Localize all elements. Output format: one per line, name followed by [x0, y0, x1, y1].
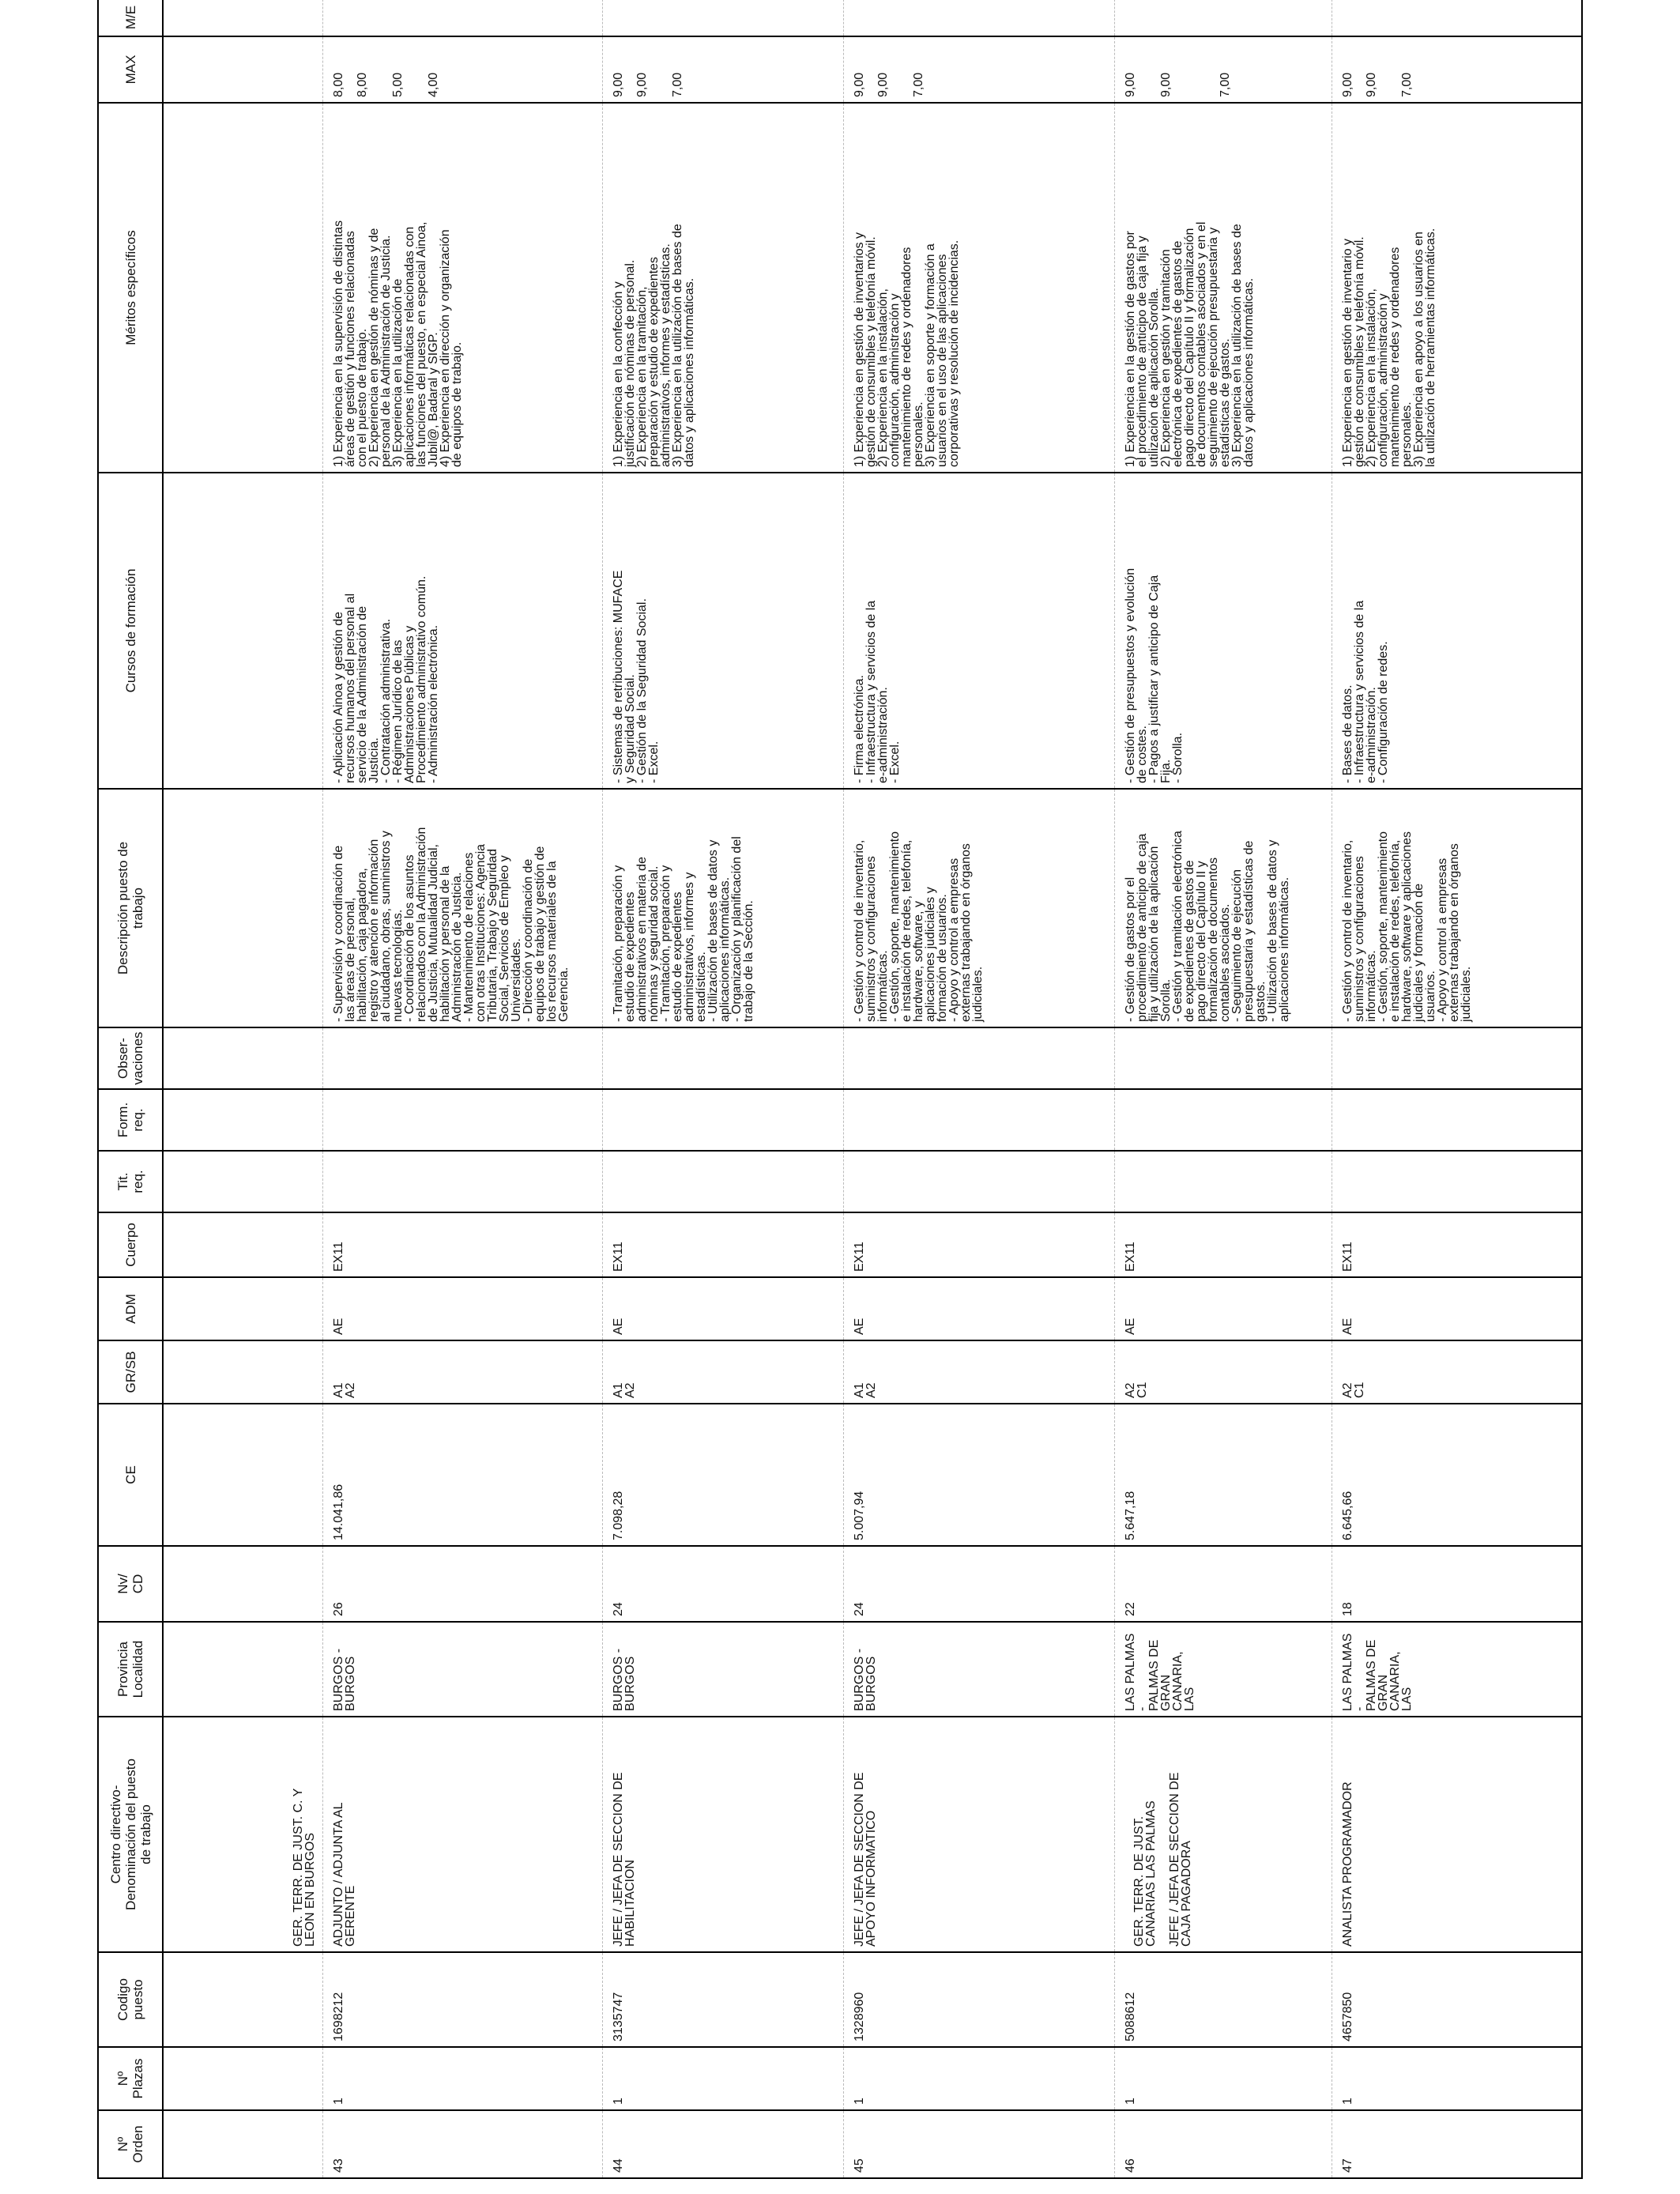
cell-max: 8,00 8,00 5,00 4,00	[322, 36, 602, 103]
cell-centro: JEFE / JEFA DE SECCION DE HABILITACION	[602, 1717, 844, 1952]
cell-titulacion	[602, 1151, 844, 1212]
cell-descripcion: - Gestión de gastos por el procedimiento de anticipo de caja fija y utilización de la aplicación Sorolla. - Gestión y tramitación electrónica de expedientes de gastos de pago directo del Capítulo II y formalización de documentos contables asociados. - Seguimiento de ejecución presupuestaria y estadísticas de gastos. - Utilización de bases de datos y aplicaciones informáticas.	[1114, 789, 1332, 1027]
cell-centro: JEFE / JEFA DE SECCION DE APOYO INFORMATICO	[844, 1717, 1114, 1952]
table-row	[1332, 0, 1582, 2178]
cell-adm: AE	[602, 1277, 844, 1340]
cell-ce: 14.041,86	[322, 1404, 602, 1546]
cell-ce: 5.647,18	[1114, 1404, 1332, 1546]
cell-descripcion: - Tramitación, preparación y estudio de expedientes administrativos en materia de nóminas y seguridad social. - Tramitación, preparación y estudio de expedientes administrativos, informes y estadísticas. - Utilización de bases de datos y aplicaciones informáticas. - Organización y planificación del trabajo de la Sección.	[602, 789, 844, 1027]
cell-codigo: 1698212	[322, 1952, 602, 2047]
cell-observaciones	[322, 1027, 602, 1089]
cell-plazas: 1	[844, 2047, 1114, 2110]
header-provincia: Provincia Localidad	[98, 1622, 163, 1717]
header-orden: Nº Orden	[98, 2110, 163, 2178]
header-me: M/E	[98, 0, 163, 36]
header-titulacion: Tit. req.	[98, 1151, 163, 1212]
cell-descripcion: - Supervisión y coordinación de las áreas de personal, habilitación, caja pagadora, registro y atención e información al ciudadano, obras, suministros y nuevas tecnologías. - Coordinación de los asuntos relacionados con la Administración de Justicia, Mutualidad Judicial, habilitación y personal de la Administración de Justicia. - Mantenimiento de relaciones con otras Instituciones: Agencia Tributaria, Trabajo y Seguridad Social, Servicios de Empleo y Universidades. - Dirección y coordinación de equipos de trabajo y gestión de los recursos materiales de la Gerencia.	[322, 789, 602, 1027]
cell-plazas: 1	[1332, 2047, 1582, 2110]
cell-max: 9,00 9,00 7,00	[844, 36, 1114, 103]
cell-cursos: - Gestión de presupuestos y evolución de costes. - Pagos a justificar y anticipo de Caja Fija. - Sorolla.	[1114, 473, 1332, 789]
cell-formacion	[322, 1089, 602, 1151]
cell-observaciones	[602, 1027, 844, 1089]
cell-provincia: BURGOS - BURGOS	[322, 1622, 602, 1717]
header-observaciones: Obser- vaciones	[98, 1027, 163, 1089]
cell-codigo: 3135747	[602, 1952, 844, 2047]
header-adm: ADM	[98, 1277, 163, 1340]
header-codigo: Codigo puesto	[98, 1952, 163, 2047]
cell-cuerpo: EX11	[844, 1212, 1114, 1277]
cell-cuerpo: EX11	[322, 1212, 602, 1277]
group-label: GER. TERR. DE JUST. CANARIAS LAS PALMAS	[1132, 1800, 1158, 1947]
cell-cursos: - Aplicación Ainoa y gestión de recursos humanos del personal al servicio de la Administración de Justicia. - Contratación administrativa. - Régimen Jurídico de las Administraciones Públicas y Procedimiento administrativo común. - Administración electrónica.	[322, 473, 602, 789]
cell-cuerpo: EX11	[1332, 1212, 1582, 1277]
cell-formacion	[602, 1089, 844, 1151]
cell-formacion	[1114, 1089, 1332, 1151]
cell-max: 9,00 9,00 7,00	[602, 36, 844, 103]
cell-formacion	[844, 1089, 1114, 1151]
cell-centro: ADJUNTO / ADJUNTA AL GERENTE	[322, 1717, 602, 1952]
header-centro: Centro directivo- Denominación del puesto de trabajo	[98, 1717, 163, 1952]
header-meritos: Méritos específicos	[98, 103, 163, 473]
cell-titulacion	[1332, 1151, 1582, 1212]
cell-adm: AE	[1114, 1277, 1332, 1340]
cell-cuerpo: EX11	[602, 1212, 844, 1277]
cell-orden: 43	[322, 2110, 602, 2178]
cell-descripcion: - Gestión y control de inventario, suministros y configuraciones informáticas. - Gestión, soporte, mantenimiento e instalación de redes, telefonía, hardware, software, y aplicaciones judiciales y formación de usuarios. - Apoyo y control a empresas externas trabajando en órganos judiciales.	[844, 789, 1114, 1027]
cell-adm: AE	[844, 1277, 1114, 1340]
cell-adm: AE	[1332, 1277, 1582, 1340]
cell-codigo: 4657850	[1332, 1952, 1582, 2047]
cell-max: 9,00 9,00 7,00	[1114, 36, 1332, 103]
cell-me	[322, 0, 602, 36]
cell-cursos: - Firma electrónica. - Infraestructura y servicios de la e-administración. - Excel.	[844, 473, 1114, 789]
cell-provincia: BURGOS - BURGOS	[844, 1622, 1114, 1717]
table-row	[1114, 0, 1332, 2178]
cell-meritos: 1) Experiencia en la supervisión de distintas áreas de gestión y funciones relacionadas con el puesto de trabajo. 2) Experiencia en gestión de nóminas y de personal de la Administración de Justicia. 3) Experiencia en la utilización de aplicaciones informáticas relacionadas con las funciones del puesto, en especial Ainoa, Jubil@, Badaral y SIGP. 4) Experiencia en dirección y organización de equipos de trabajo.	[322, 103, 602, 473]
cell-observaciones	[844, 1027, 1114, 1089]
cell-orden: 45	[844, 2110, 1114, 2178]
cell-plazas: 1	[1114, 2047, 1332, 2110]
cell-nivel: 22	[1114, 1546, 1332, 1622]
cell-grupo: A1 A2	[844, 1340, 1114, 1404]
cell-observaciones	[1332, 1027, 1582, 1089]
cell-ce: 6.645,66	[1332, 1404, 1582, 1546]
cell-centro	[1114, 1717, 1332, 1952]
header-row	[98, 0, 163, 2178]
cell-max: 9,00 9,00 7,00	[1332, 36, 1582, 103]
header-cuerpo: Cuerpo	[98, 1212, 163, 1277]
cell-meritos: 1) Experiencia en la gestión de gastos por el procedimiento de anticipo de caja fija y utilización de aplicación Sorolla. 2) Experiencia en gestión y tramitación electrónica de expedientes de gastos de pago directo del Capítulo II y formalización de documentos contables asociados y en el seguimiento de ejecución presupuestaria y estadísticas de gastos. 3) Experiencia en la utilización de bases de datos y aplicaciones informáticas.	[1114, 103, 1332, 473]
cell-titulacion	[844, 1151, 1114, 1212]
cell-cuerpo: EX11	[1114, 1212, 1332, 1277]
cell-nivel: 26	[322, 1546, 602, 1622]
rotated-table-wrapper	[97, 5, 1583, 2179]
cell-grupo: A2 C1	[1114, 1340, 1332, 1404]
cell-nivel: 18	[1332, 1546, 1582, 1622]
group-row	[163, 0, 322, 2178]
cell-adm: AE	[322, 1277, 602, 1340]
cell-meritos: 1) Experiencia en gestión de inventario y gestión de consumibles y telefonía móvil. 2) Experiencia en la instalación, configuración, administración y mantenimiento de redes y ordenadores personales. 3) Experiencia en apoyo a los usuarios en la utilización de herramientas informáticas.	[1332, 103, 1582, 473]
cell-orden: 44	[602, 2110, 844, 2178]
cell-grupo: A1 A2	[602, 1340, 844, 1404]
header-cursos: Cursos de formación	[98, 473, 163, 789]
cell-me	[1332, 0, 1582, 36]
table-row	[322, 0, 602, 2178]
cell-meritos: 1) Experiencia en la confección y justificación de nóminas de personal. 2) Experiencia en la tramitación, preparación y estudio de expedientes administrativos, informes y estadísticas. 3) Experiencia en la utilización de bases de datos y aplicaciones informáticas.	[602, 103, 844, 473]
cell-cursos: - Sistemas de retribuciones: MUFACE y Seguridad Social. - Gestión de la Seguridad Social. - Excel.	[602, 473, 844, 789]
header-max: MAX	[98, 36, 163, 103]
header-plazas: Nº Plazas	[98, 2047, 163, 2110]
cell-me	[1114, 0, 1332, 36]
cell-cursos: - Bases de datos. - Infraestructura y servicios de la e-administración. - Configuración de redes.	[1332, 473, 1582, 789]
cell-plazas: 1	[602, 2047, 844, 2110]
cell-provincia: BURGOS - BURGOS	[602, 1622, 844, 1717]
cell-codigo: 5088612	[1114, 1952, 1332, 2047]
cell-codigo: 1328960	[844, 1952, 1114, 2047]
cell-provincia: LAS PALMAS - PALMAS DE GRAN CANARIA, LAS	[1114, 1622, 1332, 1717]
cell-plazas: 1	[322, 2047, 602, 2110]
cell-grupo: A1 A2	[322, 1340, 602, 1404]
group-label: GER. TERR. DE JUST. C. Y LEON EN BURGOS	[163, 1717, 322, 1952]
table-row	[602, 0, 844, 2178]
cell-formacion	[1332, 1089, 1582, 1151]
cell-ce: 5.007,94	[844, 1404, 1114, 1546]
cell-nivel: 24	[844, 1546, 1114, 1622]
cell-nivel: 24	[602, 1546, 844, 1622]
header-grupo: GR/SB	[98, 1340, 163, 1404]
cell-me	[602, 0, 844, 36]
cell-provincia: LAS PALMAS - PALMAS DE GRAN CANARIA, LAS	[1332, 1622, 1582, 1717]
header-ce: CE	[98, 1404, 163, 1546]
cell-ce: 7.098,28	[602, 1404, 844, 1546]
cell-centro: ANALISTA PROGRAMADOR	[1332, 1717, 1582, 1952]
cell-orden: 47	[1332, 2110, 1582, 2178]
cell-me	[844, 0, 1114, 36]
header-formacion: Form. req.	[98, 1089, 163, 1151]
cell-titulacion	[1114, 1151, 1332, 1212]
cell-grupo: A2 C1	[1332, 1340, 1582, 1404]
job-positions-table	[97, 0, 1583, 2179]
header-nivel: Nv/ CD	[98, 1546, 163, 1622]
cell-descripcion: - Gestión y control de inventario, suministros y configuraciones informáticas. - Gestión, soporte, mantenimiento e instalación de redes, telefonía, hardware, software y aplicaciones judiciales y formación de usuarios. - Apoyo y control a empresas externas trabajando en órganos judiciales.	[1332, 789, 1582, 1027]
cell-observaciones	[1114, 1027, 1332, 1089]
cell-meritos: 1) Experiencia en gestión de inventarios y gestión de consumibles y telefonía móvil. 2) Experiencia en la instalación, configuración, administración y mantenimiento de redes y ordenadores personales. 3) Experiencia en soporte y formación a usuarios en el uso de las aplicaciones corporativas y resolución de incidencias.	[844, 103, 1114, 473]
table-row	[844, 0, 1114, 2178]
cell-orden: 46	[1114, 2110, 1332, 2178]
header-descripcion: Descripción puesto de trabajo	[98, 789, 163, 1027]
cell-centro-title: JEFE / JEFA DE SECCION DE CAJA PAGADORA	[1167, 1772, 1193, 1947]
cell-titulacion	[322, 1151, 602, 1212]
